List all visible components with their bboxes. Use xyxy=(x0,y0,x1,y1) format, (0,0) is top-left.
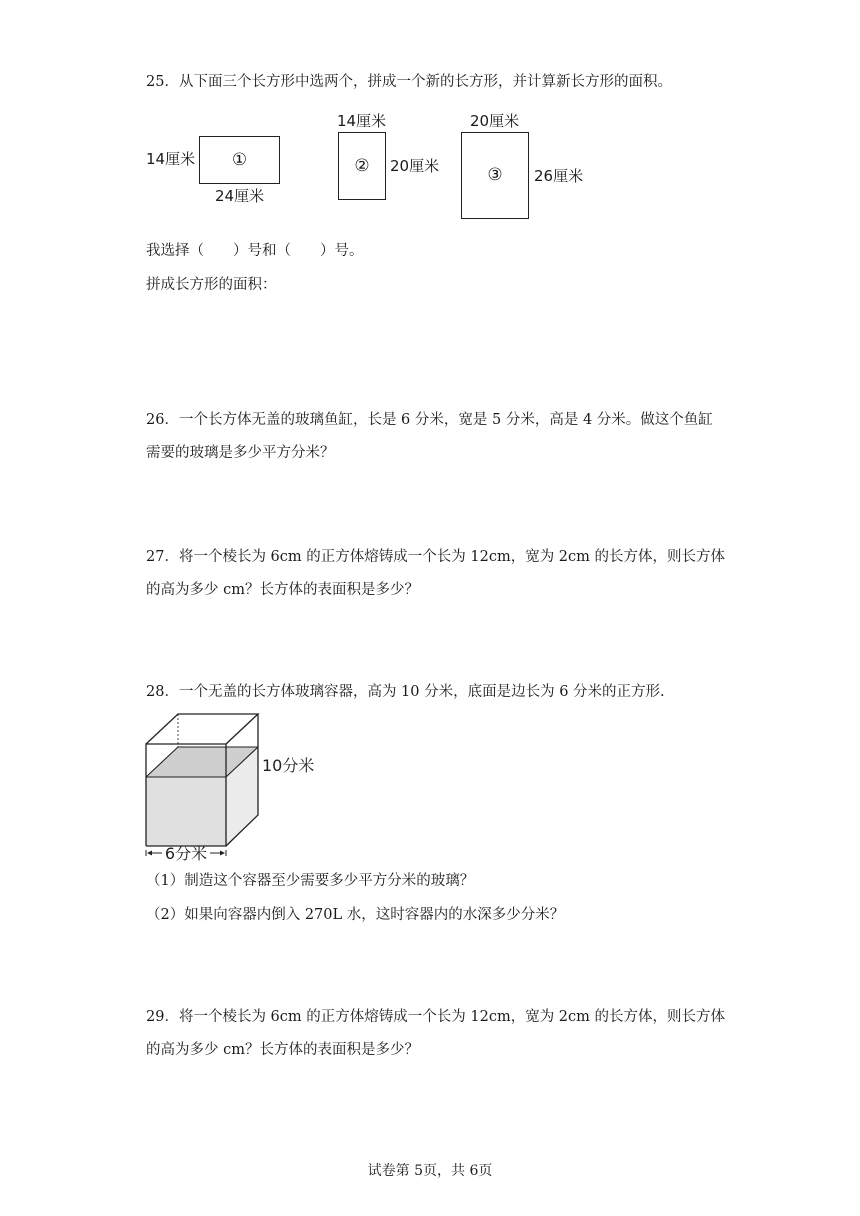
base-dimension-label: 6分米 xyxy=(164,844,208,863)
arrow-head-left xyxy=(147,851,152,856)
rect1-bottom-label: 24厘米 xyxy=(215,187,265,205)
arrow-head-right xyxy=(220,851,225,856)
rectangle-2 xyxy=(338,132,386,200)
q27-line1: 27．将一个棱长为 6cm 的正方体熔铸成一个长为 12cm，宽为 2cm 的长方体，则长方体 xyxy=(146,549,726,565)
rectangle-1 xyxy=(199,136,280,184)
height-dimension-label: 10分米 xyxy=(262,756,315,775)
container-cube-figure xyxy=(140,708,340,863)
q28-line1: 28．一个无盖的长方体玻璃容器，高为 10 分米，底面是边长为 6 分米的正方形. xyxy=(146,684,665,700)
rect2-top-label: 14厘米 xyxy=(337,112,387,130)
page-footer: 试卷第 5页，共 6页 xyxy=(367,1163,493,1179)
rect3-top-label: 20厘米 xyxy=(470,112,520,130)
rect2-side-label: 20厘米 xyxy=(390,157,440,175)
rect2-mark: ② xyxy=(354,156,370,176)
water-front-face xyxy=(146,777,226,846)
q28-sub2: （2）如果向容器内倒入 270L 水，这时容器内的水深多少分米？ xyxy=(146,907,565,923)
q26-line1: 26．一个长方体无盖的玻璃鱼缸，长是 6 分米，宽是 5 分米，高是 4 分米。做这个鱼缸 xyxy=(146,412,713,428)
q25-text: 25．从下面三个长方形中选两个，拼成一个新的长方形，并计算新长方形的面积。 xyxy=(146,74,672,90)
rect1-side-label: 14厘米 xyxy=(146,150,196,168)
rect3-mark: ③ xyxy=(487,165,503,185)
rect3-side-label: 26厘米 xyxy=(534,167,584,185)
q28-sub1: （1）制造这个容器至少需要多少平方分米的玻璃？ xyxy=(146,873,475,889)
rect1-mark: ① xyxy=(231,150,248,170)
q29-line2: 的高为多少 cm？长方体的表面积是多少？ xyxy=(146,1042,419,1058)
q25-choose-line: 我选择（ ）号和（ ）号。 xyxy=(146,243,364,259)
rectangle-3 xyxy=(461,132,529,219)
q29-line1: 29．将一个棱长为 6cm 的正方体熔铸成一个长为 12cm，宽为 2cm 的长方体，则长方体 xyxy=(146,1009,726,1025)
q25-area-line: 拼成长方形的面积： xyxy=(146,277,277,293)
top-face-outline xyxy=(146,714,258,744)
q27-line2: 的高为多少 cm？长方体的表面积是多少？ xyxy=(146,582,419,598)
q26-line2: 需要的玻璃是多少平方分米？ xyxy=(146,445,335,461)
